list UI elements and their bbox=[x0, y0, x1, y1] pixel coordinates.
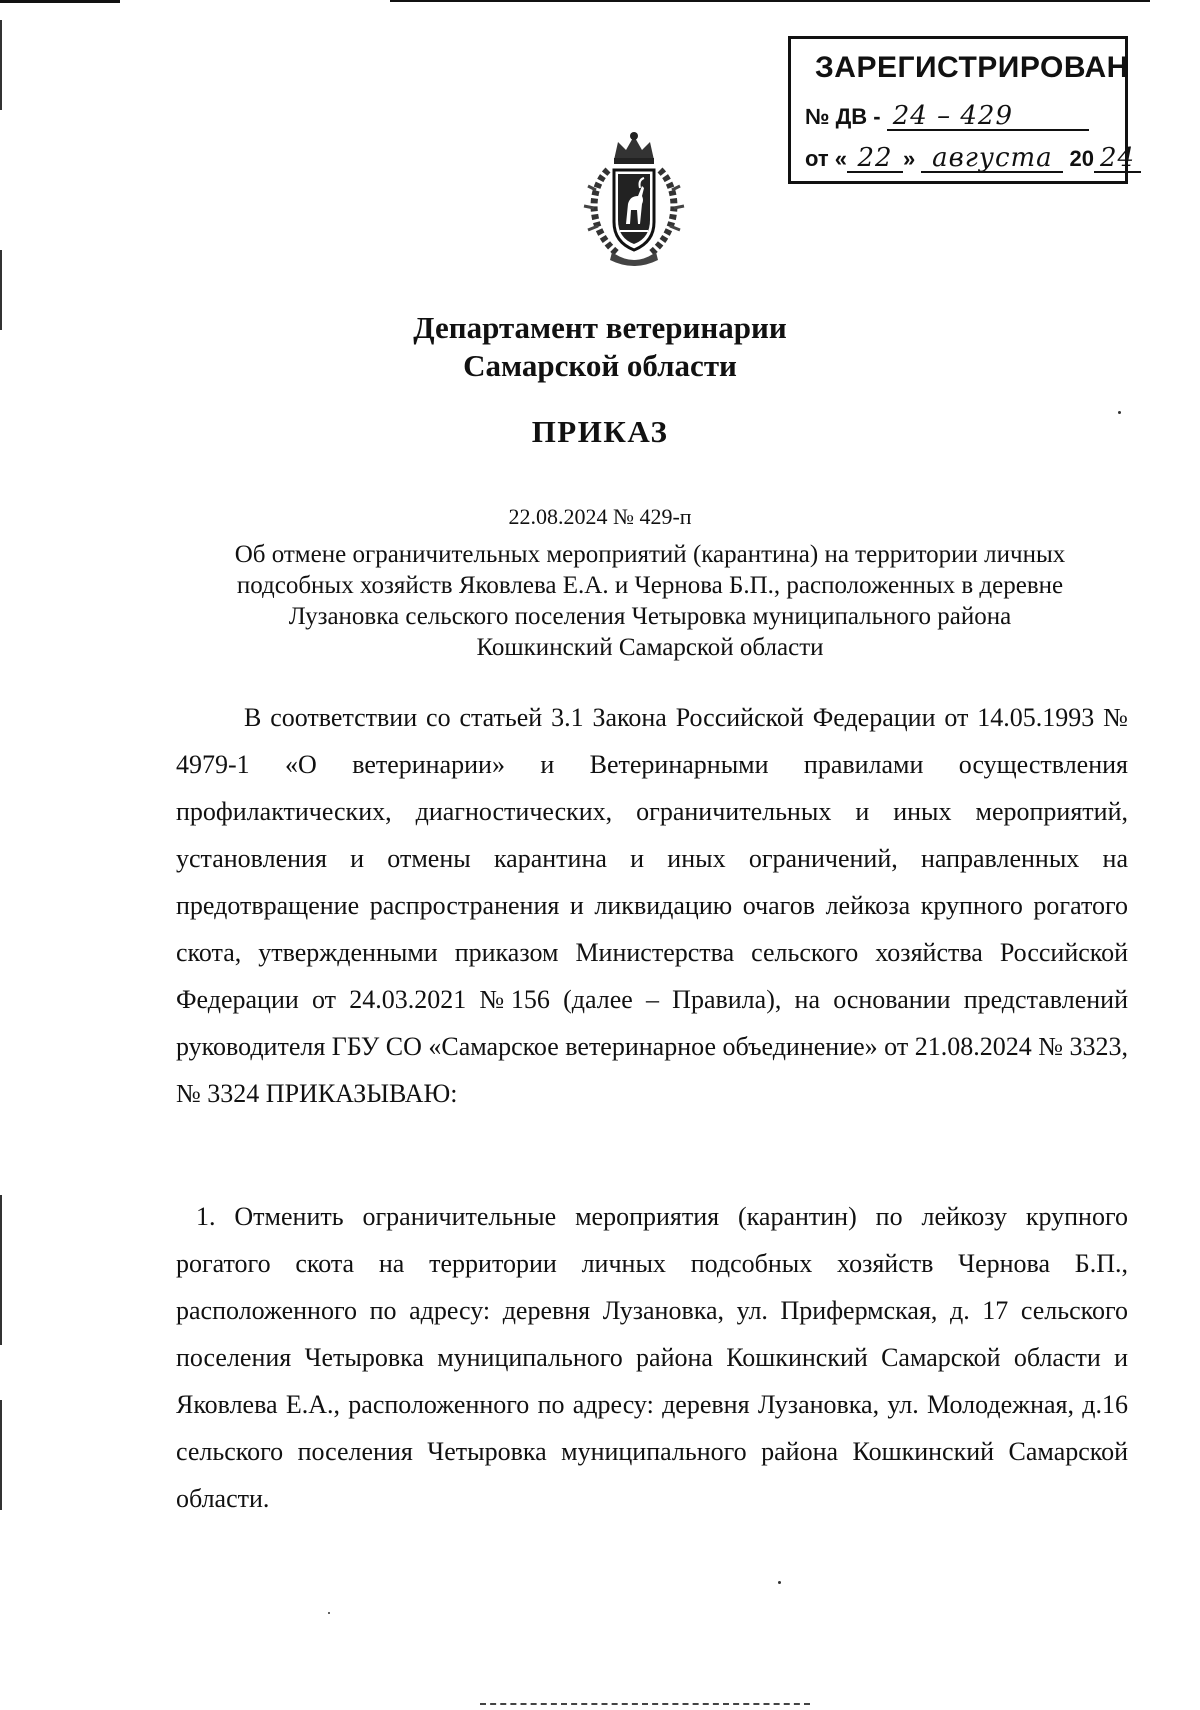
scan-speck bbox=[328, 1612, 330, 1614]
stamp-date-mid: » bbox=[903, 146, 916, 171]
scan-edge-top bbox=[390, 0, 1150, 2]
samara-coat-of-arms-icon bbox=[578, 130, 690, 270]
stamp-date-row bbox=[805, 145, 1141, 173]
stamp-number-row bbox=[805, 103, 1089, 131]
stamp-number-handwritten: 24 – 429 bbox=[887, 103, 1089, 131]
document-type-title: ПРИКАЗ bbox=[531, 414, 669, 449]
order-subject bbox=[170, 539, 1130, 663]
department-name-line2: Самарской области bbox=[463, 348, 737, 383]
stamp-day-handwritten: 22 bbox=[847, 145, 903, 173]
scan-edge-left-bottom bbox=[0, 1400, 2, 1510]
subject-line: Лузановка сельского поселения Четыровка муниципального района bbox=[288, 603, 1012, 630]
stamp-number-prefix: № ДВ - bbox=[805, 104, 881, 129]
stamp-title: ЗАРЕГИСТРИРОВАН bbox=[815, 51, 1129, 84]
department-name-line1: Департамент ветеринарии bbox=[413, 310, 787, 345]
preamble-paragraph: В соответствии со статьей 3.1 Закона Российской Федерации от 14.05.1993 № 4979-1 «О ветеринарии» и Ветеринарными правилами осуществления профилактических, диагностических, ограничительных и иных мероприятий, установления и отмены карантина и иных ограничений, направленных на предотвращение распространения и ликвидацию очагов лейкоза крупного рогатого скота, утвержденными приказом Министерства сельского хозяйства Российской Федерации от 24.03.2021 №156 (далее – Правила), на основании представлений руководителя ГБУ СО «Самарское ветеринарное объединение» от 21.08.2024 № 3323, № 3324 ПРИКАЗЫВАЮ: bbox=[176, 703, 1128, 1108]
stamp-year-prefix: 20 bbox=[1069, 146, 1094, 171]
subject-line: подсобных хозяйств Яковлева Е.А. и Чернова Б.П., расположенных в деревне bbox=[236, 572, 1064, 599]
scan-edge-left-lower bbox=[0, 1195, 2, 1345]
clause-1-block bbox=[176, 1193, 1128, 1522]
subject-line: Кошкинский Самарской области bbox=[476, 634, 824, 661]
scan-edge-left-upper bbox=[0, 20, 2, 110]
scan-speck bbox=[778, 1581, 781, 1584]
subject-line: Об отмене ограничительных мероприятий (карантина) на территории личных bbox=[234, 541, 1066, 568]
scan-edge-top-left bbox=[0, 0, 120, 3]
preamble-paragraph-block bbox=[176, 694, 1128, 1117]
stamp-date-prefix: от « bbox=[805, 146, 848, 171]
clause-1-paragraph: 1. Отменить ограничительные мероприятия (карантин) по лейкозу крупного рогатого скота на территории личных подсобных хозяйств Чернова Б.П., расположенного по адресу: деревня Лузановка, ул. Прифермская, д. 17 сельского поселения Четыровка муниципального района Кошкинский Самарской области и Яковлева Е.А., расположенного по адресу: деревня Лузановка, ул. Молодежная, д.16 сельского поселения Четыровка муниципального района Кошкинский Самарской области. bbox=[176, 1202, 1128, 1513]
registration-stamp bbox=[788, 36, 1136, 184]
order-date-number: 22.08.2024 № 429-п bbox=[508, 504, 692, 529]
scan-edge-bottom bbox=[480, 1703, 810, 1707]
stamp-year-handwritten: 24 bbox=[1094, 145, 1141, 173]
stamp-month-handwritten: августа bbox=[921, 145, 1063, 173]
